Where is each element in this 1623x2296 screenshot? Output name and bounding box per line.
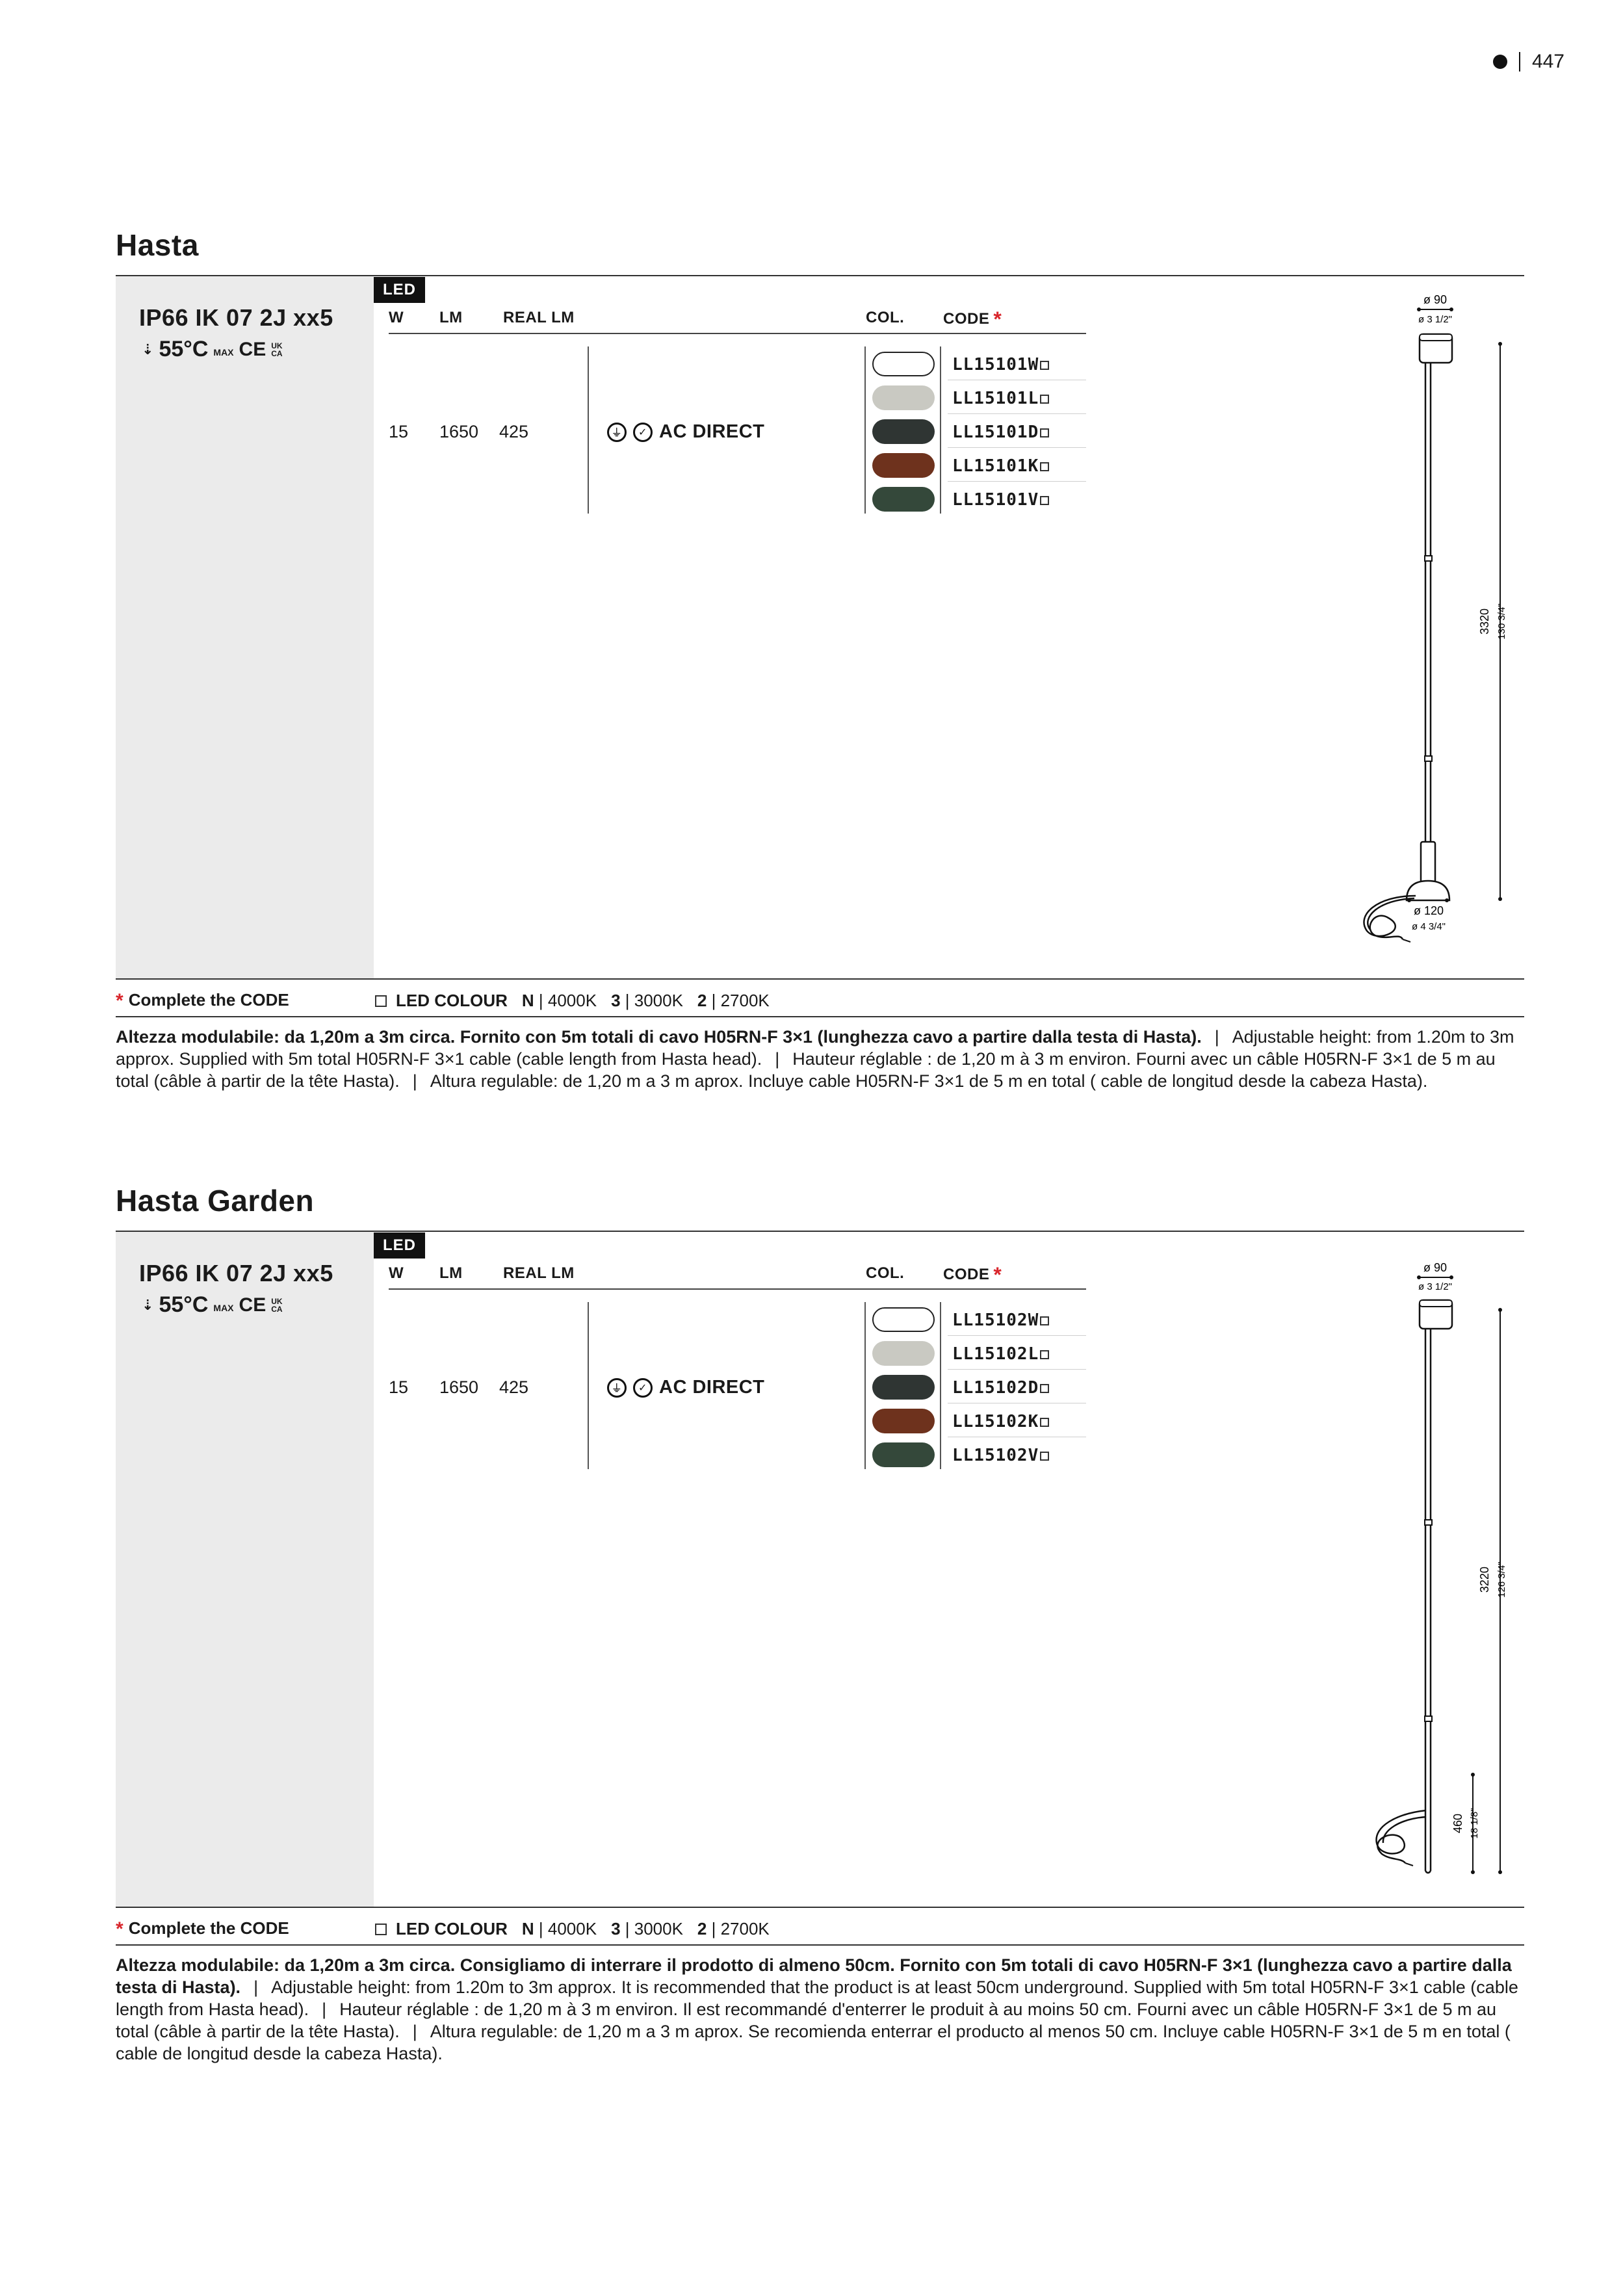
- max-label: MAX: [213, 1302, 234, 1313]
- divider: [948, 1369, 1086, 1370]
- product-code: [952, 389, 1049, 408]
- value-w: 15: [389, 1377, 409, 1397]
- led-colour-temp: 2700K: [720, 991, 770, 1010]
- product-code-text: LL15102W: [952, 1311, 1039, 1330]
- head-diameter-in: ø 3 1/2": [1418, 314, 1453, 325]
- header-lm: LM: [439, 309, 463, 326]
- led-colour-key: 2: [697, 991, 707, 1010]
- header-w: W: [389, 309, 404, 326]
- colour-swatch: [872, 1409, 935, 1433]
- led-colour-option: 2 | 2700K: [697, 1919, 770, 1938]
- divider: [1519, 52, 1520, 72]
- divider: [116, 978, 1524, 980]
- header-col: COL.: [866, 309, 905, 326]
- technical-drawing: [1338, 293, 1524, 975]
- ukca-mark: UK CA: [271, 341, 283, 358]
- colour-swatch: [872, 453, 935, 478]
- led-colour-temp: 3000K: [634, 991, 683, 1010]
- placeholder-box-icon: [1040, 428, 1049, 437]
- led-colour-option: 3 | 3000K: [611, 1919, 683, 1938]
- page-header: [1493, 51, 1565, 73]
- description-english: Adjustable height: from 1.20m to 3m approx. It is recommended that the product is at least 50cm underground. Supplied with 5m total H05RN-F 3×1 cable (cable length from Hasta head).: [116, 1977, 1518, 2019]
- description-french: Hauteur réglable : de 1,20 m à 3 m environ. Il est recommandé d'enterrer le produit à au moins 50 cm. Fourni avec un câble H05RN-F 3×1 de 5 m au total (câble à partir de la tête Hasta).: [116, 2000, 1496, 2041]
- value-real-lm: 425: [499, 422, 529, 441]
- header-lm: LM: [439, 1264, 463, 1282]
- colour-swatch: [872, 1442, 935, 1467]
- divider: [588, 346, 589, 514]
- complete-the-code: [116, 1918, 289, 1940]
- product-code: [952, 456, 1049, 476]
- base-diameter-mm: ø 120: [1413, 904, 1444, 917]
- ukca-mark: UK CA: [271, 1296, 283, 1314]
- height-mm: 3320: [1478, 608, 1491, 635]
- divider: [588, 1302, 589, 1469]
- product-description: Altezza modulabile: da 1,20m a 3m circa. Fornito con 5m totali di cavo H05RN-F 3×1 (lunghezza cavo a partire dalla testa di Hasta). | Adjustable height: from 1.20m to 3m approx. Supplied with 5m total H05RN-F 3×1 cable (cable length from Hasta head). | Hauteur réglable : de 1,20 m à 3 m environ. Fourni avec un câble H05RN-F 3×1 de 5 m au total (câble à partir de la tête Hasta). | Altura regulable: de 1,20 m a 3 m aprox. Incluye cable H05RN-F 3×1 de 5 m en total ( cable de longitud desde la cabeza Hasta).: [116, 1027, 1514, 1091]
- divider: [116, 1944, 1524, 1946]
- height-in: 130 3/4": [1496, 603, 1507, 640]
- placeholder-box-icon: [1040, 1384, 1049, 1393]
- technical-drawing: [1338, 1261, 1524, 1911]
- driver-label: AC DIRECT: [659, 1377, 765, 1398]
- divider: [864, 1302, 866, 1469]
- bullet-icon: [1493, 55, 1507, 69]
- placeholder-box-icon: [1040, 395, 1049, 404]
- page-number: 447: [1531, 51, 1565, 72]
- asterisk-icon: *: [116, 1918, 123, 1940]
- colour-swatch: [872, 352, 935, 376]
- product-code: [952, 1412, 1049, 1431]
- ground-depth-in: 18 1/8": [1469, 1808, 1480, 1839]
- led-colour-temp: 3000K: [634, 1919, 683, 1938]
- height-in: 126 3/4": [1496, 1561, 1507, 1598]
- value-lm: 1650: [439, 1377, 479, 1397]
- section-title: Hasta: [116, 228, 199, 262]
- led-badge: LED: [374, 1233, 425, 1259]
- product-code: [952, 423, 1049, 442]
- product-code-text: LL15102D: [952, 1378, 1039, 1398]
- product-section-hasta: [116, 228, 1524, 1125]
- description-spanish: Altura regulable: de 1,20 m a 3 m aprox. Se recomienda enterrar el producto al menos 50 cm. Incluye cable H05RN-F 3×1 de 5 m en total ( cable de longitud desde la cabeza Hasta).: [116, 2022, 1511, 2063]
- ground-icon: ⏚: [607, 1378, 627, 1398]
- ce-mark: CE: [239, 338, 266, 360]
- product-section-hasta-garden: [116, 1183, 1524, 2063]
- header-code-label: CODE: [943, 309, 990, 328]
- led-colour-option: 2 | 2700K: [697, 991, 770, 1010]
- head-diameter-mm: ø 90: [1423, 1261, 1448, 1274]
- ce-mark: CE: [239, 1294, 266, 1316]
- placeholder-box-icon: [1040, 1316, 1049, 1325]
- ip-rating: IP66 IK 07 2J xx5: [139, 304, 333, 331]
- complete-the-code: [116, 990, 289, 1012]
- header-code-label: CODE: [943, 1265, 990, 1283]
- temperature-rating: [142, 337, 288, 362]
- divider: [116, 1016, 1524, 1017]
- product-code-text: LL15102L: [952, 1344, 1039, 1364]
- header-real-lm: REAL LM: [503, 1264, 575, 1282]
- base-diameter-in: ø 4 3/4": [1411, 921, 1446, 932]
- led-colour-option: N | 4000K: [521, 1919, 597, 1938]
- temperature-arrow-icon: ⇣: [142, 341, 154, 358]
- value-real-lm: 425: [499, 1377, 529, 1397]
- driver-info: [607, 421, 764, 443]
- table-header-rule: [389, 1288, 1086, 1290]
- header-code: [943, 307, 1002, 332]
- led-colour-option: 3 | 3000K: [611, 991, 683, 1010]
- led-colour-options: [374, 1919, 770, 1939]
- colour-swatch: [872, 385, 935, 410]
- section-title: Hasta Garden: [116, 1184, 315, 1218]
- led-colour-key: N: [521, 1919, 534, 1938]
- temperature-rating: [142, 1292, 288, 1318]
- product-code-text: LL15101L: [952, 389, 1039, 408]
- driver-info: [607, 1377, 764, 1398]
- divider: [864, 346, 866, 514]
- head-diameter-in: ø 3 1/2": [1418, 1281, 1453, 1292]
- ground-icon: ⏚: [607, 423, 627, 442]
- divider: [116, 1907, 1524, 1908]
- placeholder-box-icon: [1040, 462, 1049, 471]
- led-colour-key: 2: [697, 1919, 707, 1938]
- colour-swatch: [872, 1341, 935, 1366]
- led-colour-key: N: [521, 991, 534, 1010]
- placeholder-box-icon: [1040, 496, 1049, 505]
- description-french: Hauteur réglable : de 1,20 m à 3 m environ. Fourni avec un câble H05RN-F 3×1 de 5 m au total (câble à partir de la tête Hasta).: [116, 1049, 1496, 1091]
- product-code: [952, 355, 1049, 374]
- description-english: Adjustable height: from 1.20m to 3m approx. Supplied with 5m total H05RN-F 3×1 cable (cable length from Hasta head).: [116, 1027, 1514, 1069]
- max-label: MAX: [213, 346, 234, 358]
- driver-label: AC DIRECT: [659, 421, 765, 442]
- header-w: W: [389, 1264, 404, 1282]
- product-code-text: LL15102V: [952, 1446, 1039, 1465]
- check-icon: ✓: [633, 423, 653, 442]
- max-temp: 55°C: [159, 337, 209, 361]
- colour-swatch: [872, 419, 935, 444]
- product-code: [952, 1311, 1049, 1330]
- led-colour-option: N | 4000K: [521, 991, 597, 1010]
- description-italian: Altezza modulabile: da 1,20m a 3m circa. Consigliamo di interrare il prodotto di almeno 50cm. Fornito con 5m totali di cavo H05RN-F 3×1 (lunghezza cavo a partire dalla testa di Hasta).: [116, 1955, 1512, 1997]
- max-temp: 55°C: [159, 1292, 209, 1317]
- placeholder-box-icon: [1040, 1452, 1049, 1461]
- temperature-arrow-icon: ⇣: [142, 1296, 154, 1313]
- product-code: [952, 1378, 1049, 1398]
- product-code-text: LL15102K: [952, 1412, 1039, 1431]
- colour-swatch: [872, 1375, 935, 1400]
- check-icon: ✓: [633, 1378, 653, 1398]
- placeholder-box-icon: [375, 995, 387, 1007]
- header-col: COL.: [866, 1264, 905, 1282]
- led-colour-temp: 2700K: [720, 1919, 770, 1938]
- head-diameter-mm: ø 90: [1423, 293, 1448, 306]
- description-italian: Altezza modulabile: da 1,20m a 3m circa. Fornito con 5m totali di cavo H05RN-F 3×1 (lunghezza cavo a partire dalla testa di Hasta).: [116, 1027, 1202, 1047]
- colour-swatch: [872, 1307, 935, 1332]
- value-w: 15: [389, 422, 409, 441]
- spec-panel: [116, 276, 374, 978]
- spec-panel: [116, 1232, 374, 1907]
- product-code: [952, 1344, 1049, 1364]
- table-header-rule: [389, 333, 1086, 334]
- divider: [948, 481, 1086, 482]
- product-code-text: LL15101K: [952, 456, 1039, 476]
- value-lm: 1650: [439, 422, 479, 441]
- placeholder-box-icon: [1040, 1350, 1049, 1359]
- colour-swatch: [872, 487, 935, 512]
- led-colour-key: 3: [611, 1919, 621, 1938]
- height-mm: 3220: [1478, 1566, 1491, 1593]
- product-code: [952, 1446, 1049, 1465]
- product-code-text: LL15101D: [952, 423, 1039, 442]
- led-colour-temp: 4000K: [547, 1919, 597, 1938]
- led-colour-temp: 4000K: [547, 991, 597, 1010]
- asterisk-icon: *: [116, 990, 123, 1012]
- complete-the-code-label: Complete the CODE: [128, 990, 289, 1010]
- product-code: [952, 490, 1049, 510]
- placeholder-box-icon: [1040, 1418, 1049, 1427]
- led-colour-label: LED COLOUR: [396, 1919, 508, 1938]
- header-code: [943, 1263, 1002, 1287]
- asterisk-icon: *: [993, 307, 1002, 331]
- divider: [948, 447, 1086, 448]
- ip-rating: IP66 IK 07 2J xx5: [139, 1260, 333, 1286]
- description-spanish: Altura regulable: de 1,20 m a 3 m aprox. Incluye cable H05RN-F 3×1 de 5 m en total ( cable de longitud desde la cabeza Hasta).: [430, 1071, 1428, 1091]
- divider: [948, 413, 1086, 414]
- product-code-text: LL15101V: [952, 490, 1039, 510]
- product-description: Altezza modulabile: da 1,20m a 3m circa. Consigliamo di interrare il prodotto di almeno 50cm. Fornito con 5m totali di cavo H05RN-F 3×1 (lunghezza cavo a partire dalla testa di Hasta). | Adjustable height: from 1.20m to 3m approx. It is recommended that the product is at least 50cm underground. Supplied with 5m total H05RN-F 3×1 cable (cable length from Hasta head). | Hauteur réglable : de 1,20 m à 3 m environ. Il est recommandé d'enterrer le produit à au moins 50 cm. Fourni avec un câble H05RN-F 3×1 de 5 m au total (câble à partir de la tête Hasta). | Altura regulable: de 1,20 m a 3 m aprox. Se recomienda enterrar el producto al menos 50 cm. Incluye cable H05RN-F 3×1 de 5 m en total ( cable de longitud desde la cabeza Hasta).: [116, 1955, 1518, 2063]
- divider: [948, 1335, 1086, 1336]
- led-colour-options: [374, 991, 770, 1011]
- ground-depth-mm: 460: [1451, 1813, 1464, 1834]
- led-colour-label: LED COLOUR: [396, 991, 508, 1010]
- header-real-lm: REAL LM: [503, 309, 575, 326]
- placeholder-box-icon: [375, 1924, 387, 1935]
- divider: [940, 1302, 941, 1469]
- asterisk-icon: *: [993, 1263, 1002, 1286]
- divider: [940, 346, 941, 514]
- placeholder-box-icon: [1040, 361, 1049, 370]
- product-code-text: LL15101W: [952, 355, 1039, 374]
- complete-the-code-label: Complete the CODE: [128, 1918, 289, 1938]
- led-colour-key: 3: [611, 991, 621, 1010]
- led-badge: LED: [374, 277, 425, 303]
